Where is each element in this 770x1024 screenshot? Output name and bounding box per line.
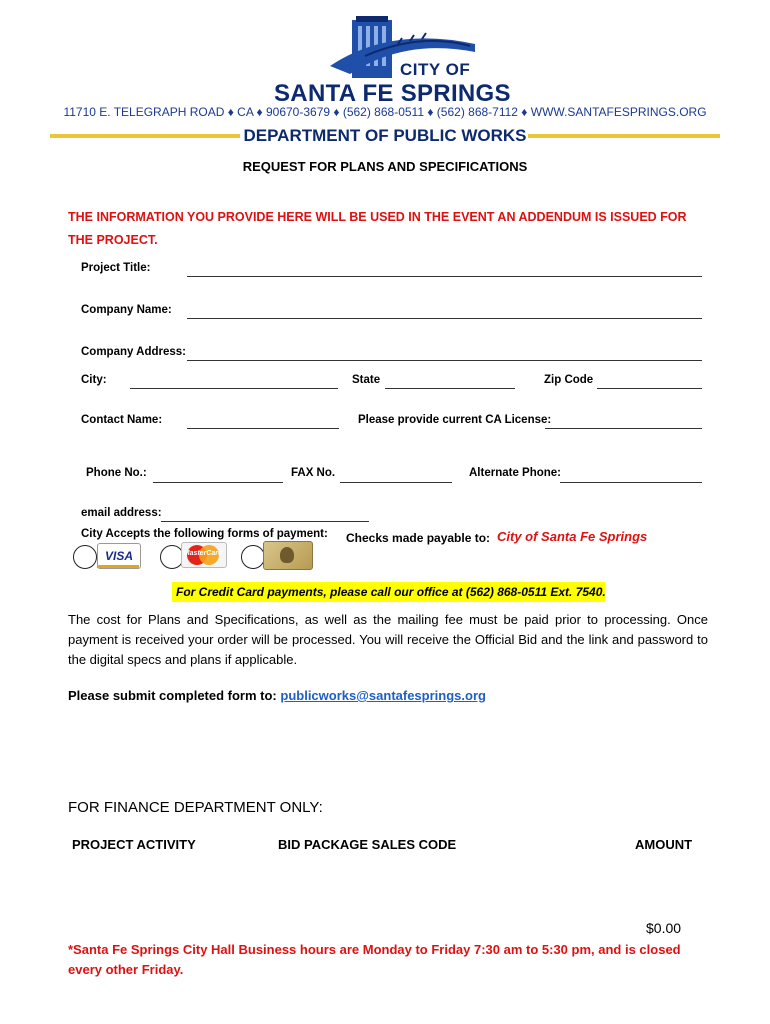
email-label: email address: — [81, 507, 162, 519]
cost-paragraph: The cost for Plans and Specifications, as well as the mailing fee must be paid prior to processing. Once payment is received your order will be processed. You will receive the Official Bid and the link and password to the digital specs and plans if applicable. — [68, 612, 708, 667]
project-activity-header: PROJECT ACTIVITY — [72, 837, 196, 852]
alt-phone-field[interactable] — [560, 482, 702, 483]
phone-label: Phone No.: — [86, 467, 147, 479]
ca-license-label: Please provide current CA License: — [358, 414, 552, 426]
company-name-field[interactable] — [187, 318, 702, 319]
checks-payee: City of Santa Fe Springs — [497, 529, 648, 544]
state-field[interactable] — [385, 388, 515, 389]
notice-text: THE INFORMATION YOU PROVIDE HERE WILL BE USED IN THE EVENT AN ADDENDUM IS ISSUED FOR THE PROJECT. — [68, 210, 687, 247]
form-title: REQUEST FOR PLANS AND SPECIFICATIONS — [242, 159, 528, 174]
city-field[interactable] — [130, 388, 338, 389]
zip-field[interactable] — [597, 388, 702, 389]
visa-card-icon: VISA — [97, 543, 141, 569]
contact-name-label: Contact Name: — [81, 414, 163, 426]
mastercard-label: MasterCard — [183, 550, 223, 557]
email-field[interactable] — [161, 521, 369, 522]
amount-value: $0.00 — [646, 920, 682, 936]
fax-field[interactable] — [340, 482, 452, 483]
ca-license-field[interactable] — [545, 428, 702, 429]
alt-phone-label: Alternate Phone: — [469, 467, 562, 479]
visa-stripe — [97, 565, 139, 568]
submit-label: Please submit completed form to: — [68, 688, 277, 703]
amex-centurion-icon — [280, 547, 294, 563]
submit-line — [68, 688, 486, 703]
bid-package-code-header: BID PACKAGE SALES CODE — [278, 837, 457, 852]
finance-heading: FOR FINANCE DEPARTMENT ONLY: — [68, 799, 323, 816]
visa-radio[interactable] — [73, 545, 97, 569]
city-label: City: — [81, 374, 107, 386]
payment-forms-label: City Accepts the following forms of payment: — [81, 528, 328, 540]
phone-field[interactable] — [153, 482, 283, 483]
project-title-label: Project Title: — [81, 262, 151, 274]
checks-label: Checks made payable to: — [346, 531, 491, 545]
address-line: 11710 E. TELEGRAPH ROAD ♦ CA ♦ 90670-3679 ♦ (562) 868-0511 ♦ (562) 868-7112 ♦ WWW.SANTAFESPRINGS.ORG — [63, 105, 707, 119]
fax-label: FAX No. — [291, 467, 336, 479]
credit-card-note: For Credit Card payments, please call our office at (562) 868-0511 Ext. 7540. — [176, 585, 606, 599]
submit-email-link[interactable]: publicworks@santafesprings.org — [280, 688, 486, 703]
company-address-field[interactable] — [187, 360, 702, 361]
department-title: DEPARTMENT OF PUBLIC WORKS — [243, 126, 527, 145]
company-address-label: Company Address: — [81, 346, 187, 358]
project-title-field[interactable] — [187, 276, 702, 277]
city-of-text: CITY OF — [400, 60, 471, 79]
company-name-label: Company Name: — [81, 304, 172, 316]
business-hours-note: *Santa Fe Springs City Hall Business hours are Monday to Friday 7:30 am to 5:30 pm, and is closed every other Friday. — [68, 942, 681, 977]
zip-label: Zip Code — [544, 374, 594, 386]
amex-radio[interactable] — [241, 545, 265, 569]
divider-left — [50, 134, 240, 138]
divider-right — [528, 134, 720, 138]
city-name: SANTA FE SPRINGS — [274, 80, 511, 107]
state-label: State — [352, 374, 381, 386]
contact-name-field[interactable] — [187, 428, 339, 429]
amount-header: AMOUNT — [635, 837, 693, 852]
